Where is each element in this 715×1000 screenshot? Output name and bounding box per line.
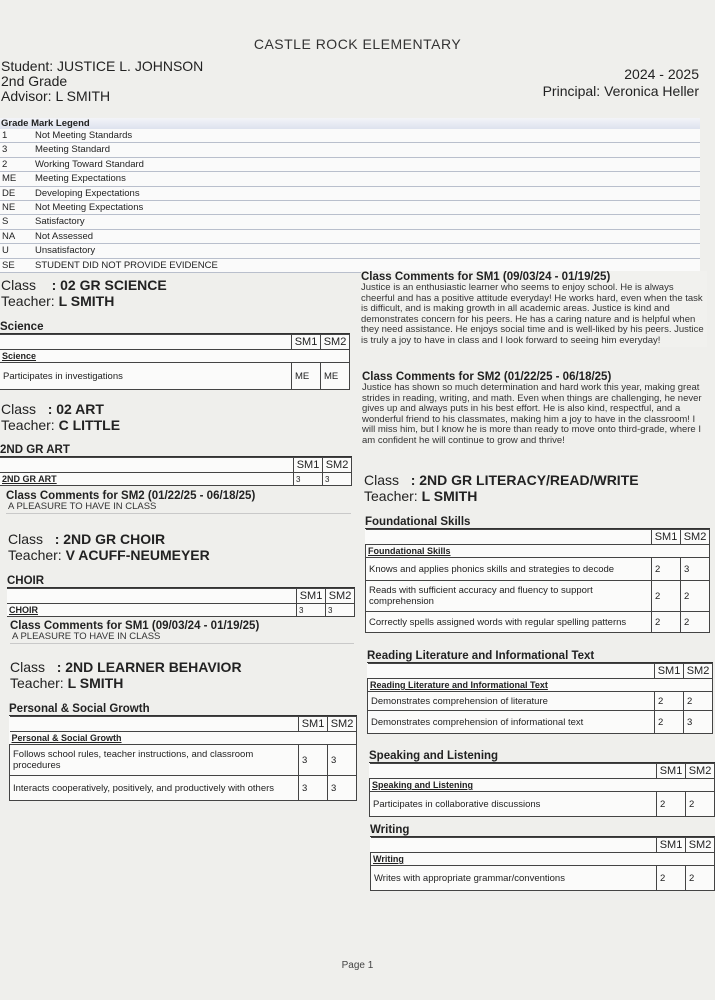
choir-class-name: : 2ND GR CHOIR [54, 531, 166, 547]
legend-code: SE [2, 259, 15, 271]
science-section-title: Science [0, 321, 350, 334]
teacher-label: Teacher: [8, 547, 62, 563]
class-label: Class [10, 659, 46, 675]
sm2-grade: 3 [328, 745, 357, 776]
sm2-header: SM2 [686, 838, 715, 853]
choir-class-header [8, 531, 210, 563]
writing-subheader: Writing [371, 853, 715, 866]
literacy-teacher: L SMITH [421, 488, 478, 504]
class-label: Class [8, 531, 44, 547]
legend-code: ME [2, 173, 17, 185]
table-row [366, 612, 710, 633]
sm1-header: SM1 [294, 458, 323, 473]
science-class-name: : 02 GR SCIENCE [51, 277, 167, 293]
legend-description: Not Meeting Expectations [35, 201, 144, 213]
literacy-class-header [364, 472, 639, 504]
art-class-name: : 02 ART [47, 401, 104, 417]
table-row [368, 711, 713, 734]
legend-description: Working Toward Standard [35, 158, 144, 170]
art-section-title: 2ND GR ART [0, 444, 352, 457]
choir-teacher: V ACUFF-NEUMEYER [65, 547, 210, 563]
legend-code: NE [2, 201, 16, 213]
teacher-label: Teacher: [364, 488, 418, 504]
sm1-grade: 2 [652, 612, 681, 633]
legend-row [0, 143, 700, 157]
art-section [0, 444, 352, 486]
legend-row [0, 244, 700, 258]
legend-row [0, 172, 700, 186]
sm2-grade: 3 [328, 776, 357, 801]
choir-subheader: CHOIR [7, 604, 297, 617]
sm1-header: SM1 [657, 838, 686, 853]
sm2-grade: 2 [681, 612, 710, 633]
sm1-grade: 2 [652, 558, 681, 581]
choir-grade-table [7, 588, 355, 617]
sm2-grade: 3 [684, 711, 713, 734]
legend-description: Not Meeting Standards [35, 130, 133, 141]
legend-title: Grade Mark Legend [0, 118, 700, 129]
choir-comment [10, 620, 354, 644]
art-grade-table [0, 457, 352, 486]
reading-section-title: Reading Literature and Informational Text [367, 650, 713, 663]
sm1-grade: 3 [294, 473, 323, 486]
legend-row [0, 187, 700, 201]
legend-code: U [2, 245, 9, 257]
sm2-grade: 3 [681, 558, 710, 581]
grade-legend [0, 118, 700, 273]
standard-text: Participates in investigations [0, 363, 292, 390]
school-name: CASTLE ROCK ELEMENTARY [253, 36, 462, 52]
sm2-grade: 3 [323, 473, 352, 486]
page-number: Page 1 [341, 960, 374, 971]
foundational-grade-table [365, 529, 710, 633]
choir-section-title: CHOIR [7, 575, 355, 588]
speaking-section [369, 750, 715, 817]
principal: Principal: Veronica Heller [542, 83, 699, 99]
legend-rows [0, 129, 700, 273]
standard-text: Demonstrates comprehension of literature [368, 692, 655, 711]
legend-description: Satisfactory [35, 216, 85, 228]
teacher-label: Teacher: [10, 675, 64, 691]
sm2-grade: 2 [681, 581, 710, 612]
science-teacher: L SMITH [58, 293, 115, 309]
art-comment-title: Class Comments for SM2 (01/22/25 - 06/18/25) [6, 490, 256, 502]
sm2-header: SM2 [328, 717, 357, 732]
sm1-comment [361, 271, 707, 347]
art-subheader: 2ND GR ART [0, 473, 294, 486]
class-label: Class [364, 472, 400, 488]
sm1-header: SM1 [292, 335, 321, 350]
behavior-class-name: : 2ND LEARNER BEHAVIOR [56, 659, 242, 675]
legend-description: Developing Expectations [35, 187, 140, 199]
writing-section-title: Writing [370, 824, 715, 837]
student-name: Student: JUSTICE L. JOHNSON [1, 58, 204, 74]
art-comment-text: A PLEASURE TO HAVE IN CLASS [8, 501, 157, 512]
science-section [0, 321, 350, 390]
behavior-grade-table [9, 716, 357, 801]
art-teacher: C LITTLE [58, 417, 121, 433]
legend-code: 1 [2, 130, 8, 141]
sm1-header: SM1 [299, 717, 328, 732]
sm1-grade: 3 [299, 745, 328, 776]
legend-description: Unsatisfactory [35, 245, 96, 257]
legend-code: 2 [2, 158, 8, 170]
legend-row [0, 129, 700, 143]
standard-text: Writes with appropriate grammar/conventions [371, 866, 657, 891]
literacy-class-name: : 2ND GR LITERACY/READ/WRITE [410, 472, 639, 488]
standard-text: Reads with sufficient accuracy and fluency to support comprehension [366, 581, 652, 612]
legend-code: NA [2, 230, 16, 242]
art-comment [6, 490, 351, 514]
legend-description: Not Assessed [35, 230, 94, 242]
student-advisor: Advisor: L SMITH [1, 88, 111, 104]
table-row [0, 363, 350, 390]
table-row [368, 692, 713, 711]
sm2-grade: 2 [686, 866, 715, 891]
table-row [371, 866, 715, 891]
sm2-grade: ME [321, 363, 350, 390]
sm1-grade: 2 [655, 692, 684, 711]
sm1-grade: 2 [657, 792, 686, 817]
foundational-section [365, 516, 710, 633]
speaking-grade-table [369, 763, 715, 817]
writing-section [370, 824, 715, 891]
foundational-section-title: Foundational Skills [365, 516, 710, 529]
choir-comment-text: A PLEASURE TO HAVE IN CLASS [12, 631, 161, 642]
table-row [10, 776, 357, 801]
student-grade: 2nd Grade [1, 73, 68, 89]
standard-text: Participates in collaborative discussions [370, 792, 657, 817]
choir-section [7, 575, 355, 617]
reading-subheader: Reading Literature and Informational Text [368, 679, 713, 692]
legend-description: Meeting Standard [35, 144, 110, 156]
behavior-section [9, 703, 357, 801]
sm1-comment-title: Class Comments for SM1 (09/03/24 - 01/19/25) [361, 271, 611, 283]
standard-text: Knows and applies phonics skills and strategies to decode [366, 558, 652, 581]
legend-row [0, 201, 700, 215]
standard-text: Correctly spells assigned words with regular spelling patterns [366, 612, 652, 633]
art-class-header [1, 401, 120, 433]
sm1-grade: 2 [655, 711, 684, 734]
sm2-header: SM2 [326, 589, 355, 604]
behavior-section-title: Personal & Social Growth [9, 703, 357, 716]
table-row [10, 745, 357, 776]
behavior-subheader: Personal & Social Growth [10, 732, 357, 745]
student-info [1, 59, 203, 104]
sm1-grade: 2 [657, 866, 686, 891]
behavior-teacher: L SMITH [67, 675, 124, 691]
sm2-header: SM2 [681, 530, 710, 545]
sm1-grade: 3 [297, 604, 326, 617]
legend-description: STUDENT DID NOT PROVIDE EVIDENCE [35, 259, 218, 271]
sm1-header: SM1 [655, 664, 684, 679]
reading-grade-table [367, 663, 713, 734]
legend-row [0, 230, 700, 244]
class-label: Class [1, 277, 37, 293]
legend-code: 3 [2, 144, 8, 156]
behavior-class-header [10, 659, 242, 691]
teacher-label: Teacher: [1, 417, 55, 433]
legend-description: Meeting Expectations [35, 173, 126, 185]
reading-section [367, 650, 713, 734]
teacher-label: Teacher: [1, 293, 55, 309]
legend-row [0, 158, 700, 172]
table-row [366, 581, 710, 612]
sm1-header: SM1 [652, 530, 681, 545]
sm2-header: SM2 [684, 664, 713, 679]
sm1-header: SM1 [297, 589, 326, 604]
writing-grade-table [370, 837, 715, 891]
standard-text: Follows school rules, teacher instructions, and classroom procedures [10, 745, 299, 776]
choir-comment-title: Class Comments for SM1 (09/03/24 - 01/19/25) [10, 620, 260, 632]
science-class-header [1, 277, 167, 309]
school-year-info [543, 67, 699, 99]
sm2-header: SM2 [323, 458, 352, 473]
sm2-comment-title: Class Comments for SM2 (01/22/25 - 06/18/25) [362, 371, 612, 383]
sm2-header: SM2 [686, 764, 715, 779]
speaking-section-title: Speaking and Listening [369, 750, 715, 763]
sm2-grade: 2 [684, 692, 713, 711]
sm2-grade: 3 [326, 604, 355, 617]
sm1-grade: ME [292, 363, 321, 390]
sm1-header: SM1 [657, 764, 686, 779]
sm2-header: SM2 [321, 335, 350, 350]
sm2-comment [362, 371, 708, 447]
school-year: 2024 - 2025 [624, 66, 699, 82]
legend-row [0, 215, 700, 229]
class-label: Class [1, 401, 37, 417]
table-row [366, 558, 710, 581]
sm1-grade: 2 [652, 581, 681, 612]
science-grade-table [0, 334, 350, 390]
sm2-comment-text: Justice has shown so much determination and hard work this year, making great strides in reading, writing, and math. Even when things are challenging, he never gives up and always puts in his best effort. He is also kind, respectful, and a wonderful friend to his classmates, making him a joy to have in the classroom! I will miss him, but I know he is more than ready to move onto third-grade, where I am confident he will continue to grow and thrive! [362, 382, 702, 446]
standard-text: Interacts cooperatively, positively, and productively with others [10, 776, 299, 801]
science-subheader: Science [0, 350, 350, 363]
legend-code: S [2, 216, 9, 228]
standard-text: Demonstrates comprehension of informational text [368, 711, 655, 734]
foundational-subheader: Foundational Skills [366, 545, 710, 558]
table-row [370, 792, 715, 817]
legend-code: DE [2, 187, 16, 199]
speaking-subheader: Speaking and Listening [370, 779, 715, 792]
sm2-grade: 2 [686, 792, 715, 817]
sm1-comment-text: Justice is an enthusiastic learner who seems to enjoy school. He is always cheerful and has a positive attitude everyday! He works hard, even when the task is difficult, and is making growth in all academic areas. Justice is kind and demonstrates concern for his peers. He has a caring nature and is helpful when they need assistance. He enjoys social time and is well-liked by his peers. Justice is truly a joy to have in class and I look forward to seeing him everyday! [361, 282, 704, 346]
sm1-grade: 3 [299, 776, 328, 801]
